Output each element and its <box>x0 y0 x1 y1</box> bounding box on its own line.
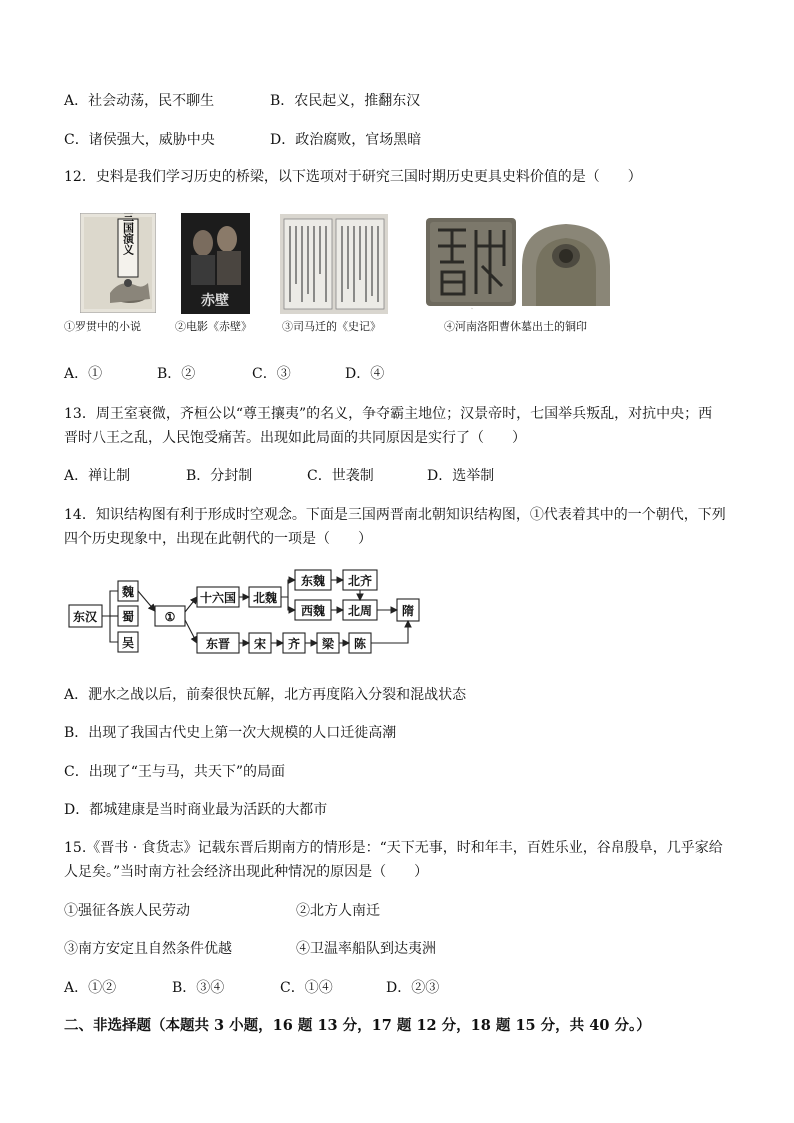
q11-option-c: C．诸侯强大，威胁中央 <box>64 132 215 148</box>
caption-shiji: ③司马迁的《史记》 <box>282 320 381 333</box>
q13-stem-line2: 晋时八王之乱，人民饱受痛苦。出现如此局面的共同原因是实行了（ ） <box>64 430 526 446</box>
bronze-seal-image <box>426 216 612 310</box>
label-xiwei: 西魏 <box>300 604 326 618</box>
q12-option-b: B．② <box>157 366 196 382</box>
seal-characters: 曹休 <box>471 309 473 310</box>
caption-seal: ④河南洛阳曹休墓出土的铜印 <box>444 320 587 333</box>
q12-option-d: D．④ <box>345 366 385 382</box>
label-liang: 梁 <box>321 637 335 651</box>
label-sui: 隋 <box>401 604 415 618</box>
label-wu: 吴 <box>121 636 135 650</box>
label-shu: 蜀 <box>121 610 135 624</box>
q15-option-d: D．②③ <box>386 980 440 996</box>
q15-option-c: C．①④ <box>280 980 333 996</box>
label-song: 宋 <box>253 637 267 651</box>
label-sixteen: 十六国 <box>199 591 237 605</box>
q13-option-b: B．分封制 <box>186 468 253 484</box>
q11-option-d: D．政治腐败，官场黑暗 <box>270 132 422 148</box>
q14-stem-line1: 14．知识结构图有利于形成时空观念。下面是三国两晋南北朝知识结构图，①代表着其中的一个朝代，下列 <box>64 507 726 523</box>
q14-option-c: C．出现了“王与马，共天下”的局面 <box>64 764 286 780</box>
label-one: ① <box>164 610 176 624</box>
q14-stem-line2: 四个历史现象中，出现在此朝代的一项是（ ） <box>64 531 372 547</box>
label-donghan: 东汉 <box>72 610 98 624</box>
q11-option-b: B．农民起义，推翻东汉 <box>270 93 421 109</box>
q15-option-b: B．③④ <box>172 980 225 996</box>
q13-option-a: A．禅让制 <box>64 468 131 484</box>
caption-novel: ①罗贯中的小说 <box>64 320 141 333</box>
q14-option-b: B．出现了我国古代史上第一次大规模的人口迁徙高潮 <box>64 725 397 741</box>
movie-poster-title: 赤壁 <box>201 293 229 309</box>
label-beizhou: 北周 <box>347 604 373 618</box>
label-dongjin: 东晋 <box>205 637 231 651</box>
label-beiqi: 北齐 <box>347 574 373 588</box>
q15-stem-line2: 人足矣。”当时南方社会经济出现此种情况的原因是（ ） <box>64 864 429 880</box>
q14-option-a: A．淝水之战以后，前秦很快瓦解，北方再度陷入分裂和混战状态 <box>64 687 467 703</box>
label-chen: 陈 <box>353 637 367 651</box>
label-wei: 魏 <box>121 585 135 599</box>
q15-item-1: ①强征各族人民劳动 <box>64 903 190 919</box>
q15-item-3: ③南方安定且自然条件优越 <box>64 941 232 957</box>
q13-option-c: C．世袭制 <box>307 468 374 484</box>
q15-stem-line1: 15.《晋书 · 食货志》记载东晋后期南方的情形是：“天下无事，时和年丰，百姓乐业，谷帛殷阜，几乎家给 <box>64 840 723 856</box>
label-qi: 齐 <box>287 637 301 651</box>
novel-cover-image <box>80 213 156 313</box>
label-beiwei: 北魏 <box>252 591 278 605</box>
q14-option-d: D．都城建康是当时商业最为活跃的大都市 <box>64 802 328 818</box>
q15-item-4: ④卫温率船队到达夷洲 <box>296 941 436 957</box>
q15-item-2: ②北方人南迁 <box>296 903 380 919</box>
q12-option-c: C．③ <box>252 366 291 382</box>
shiji-book-image <box>280 214 388 314</box>
label-dongwei: 东魏 <box>300 574 326 588</box>
q12-stem: 12．史料是我们学习历史的桥梁，以下选项对于研究三国时期历史更具史料价值的是（ ） <box>64 169 642 185</box>
novel-cover-title: 三国演义 <box>121 213 135 255</box>
q13-option-d: D．选举制 <box>427 468 495 484</box>
q15-option-a: A．①② <box>64 980 117 996</box>
caption-movie: ②电影《赤壁》 <box>175 320 252 333</box>
section-2-heading: 二、非选择题（本题共 3 小题，16 题 13 分，17 题 12 分，18 题 15 分，共 40 分。） <box>64 1017 651 1034</box>
movie-poster-image <box>181 213 250 314</box>
q12-option-a: A．① <box>64 366 103 382</box>
q11-option-a: A．社会动荡，民不聊生 <box>64 93 215 109</box>
q13-stem-line1: 13．周王室衰微，齐桓公以“尊王攘夷”的名义，争夺霸主地位；汉景帝时，七国举兵叛乱，对抗中央；西 <box>64 406 713 422</box>
dynasty-structure-diagram <box>60 566 430 666</box>
